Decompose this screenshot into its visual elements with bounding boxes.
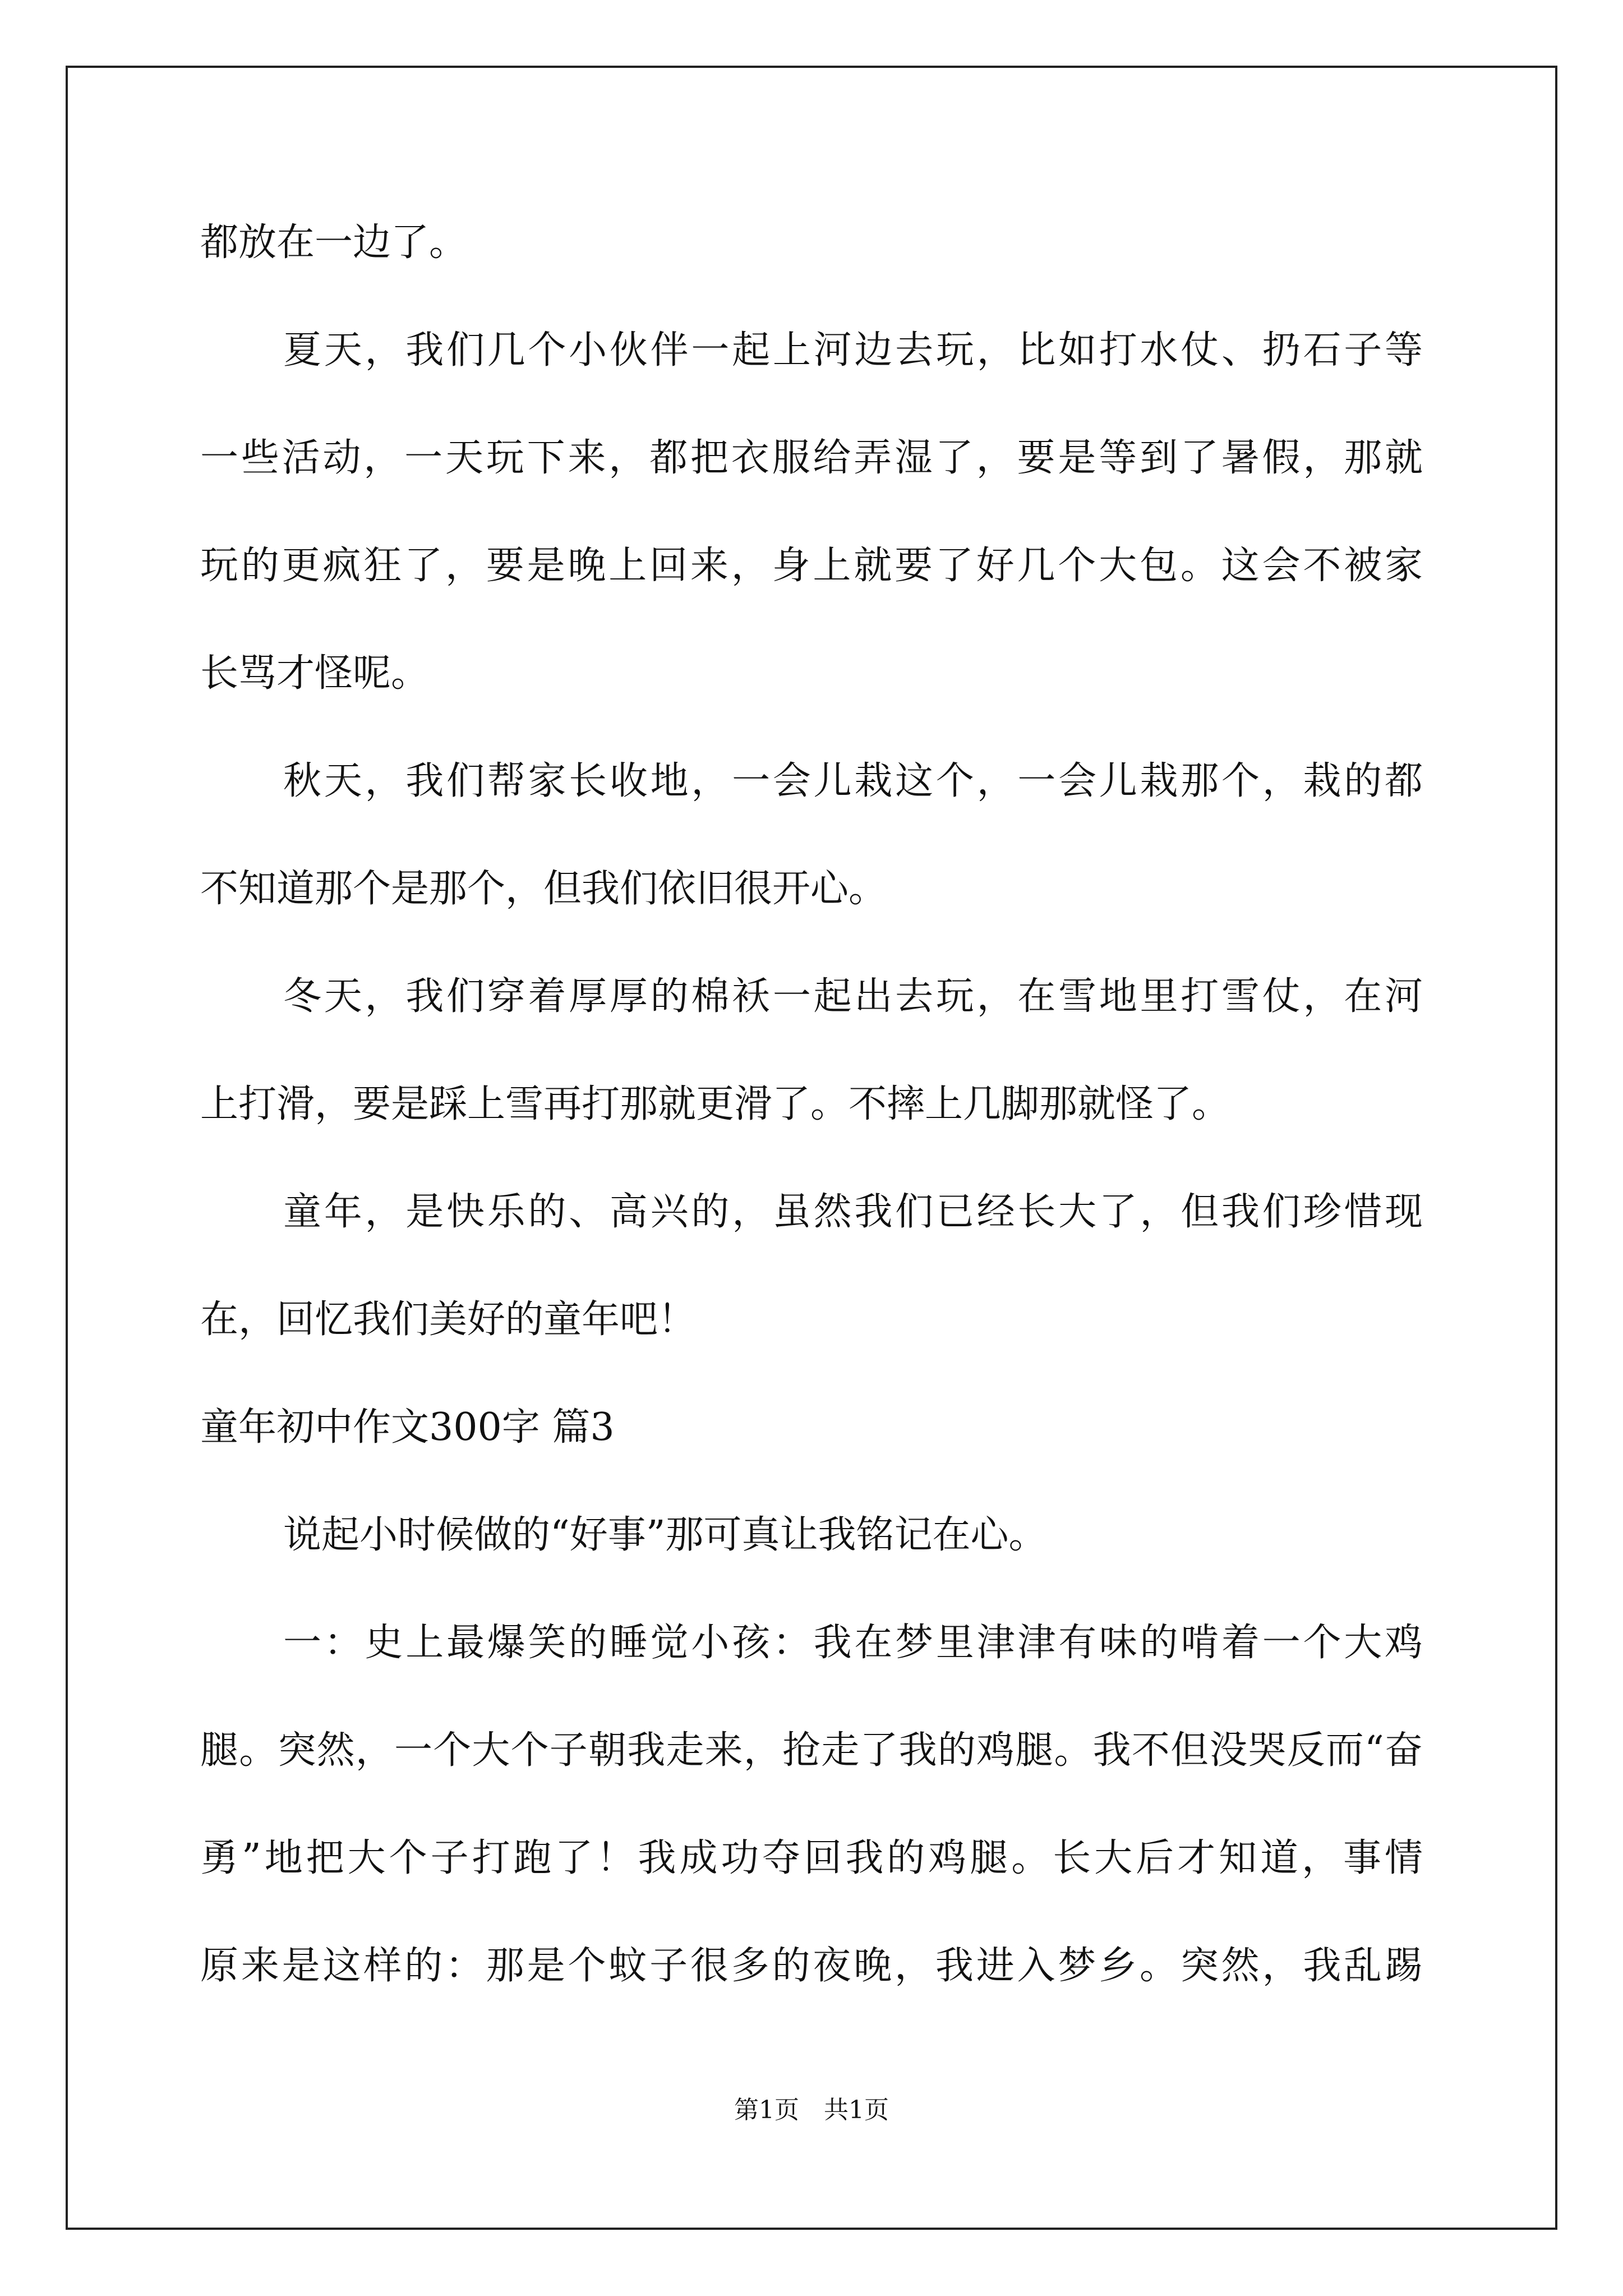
text-line: 玩的更疯狂了，要是晚上回来，身上就要了好几个大包。这会不被家 (200, 544, 1423, 588)
paragraph-line: 一：史上最爆笑的睡觉小孩：我在梦里津津有味的啃着一个大鸡 (283, 1621, 1423, 1665)
paragraph-line: 秋天，我们帮家长收地，一会儿栽这个，一会儿栽那个，栽的都 (283, 759, 1423, 803)
text-line: 原来是这样的：那是个蚊子很多的夜晚，我进入梦乡。突然，我乱踢 (200, 1944, 1423, 1988)
text-line: 勇”地把大个子打跑了！我成功夺回我的鸡腿。长大后才知道，事情 (200, 1836, 1423, 1880)
text-line: 长骂才怪呢。 (200, 651, 430, 696)
text-line: 在，回忆我们美好的童年吧！ (200, 1297, 697, 1342)
paragraph-line: 童年，是快乐的、高兴的，虽然我们已经长大了，但我们珍惜现 (283, 1190, 1423, 1234)
page-number-footer: 第1页 共1页 (734, 2096, 889, 2124)
paragraph-line: 说起小时候做的“好事”那可真让我铭记在心。 (283, 1513, 1047, 1557)
page-border (66, 66, 1557, 2230)
section-heading: 童年初中作文300字 篇3 (200, 1405, 615, 1450)
text-line: 一些活动，一天玩下来，都把衣服给弄湿了，要是等到了暑假，那就 (200, 436, 1423, 480)
text-line: 都放在一边了。 (200, 220, 468, 265)
text-line: 不知道那个是那个，但我们依旧很开心。 (200, 867, 887, 911)
paragraph-line: 夏天，我们几个小伙伴一起上河边去玩，比如打水仗、扔石子等 (283, 328, 1423, 372)
text-line: 上打滑，要是踩上雪再打那就更滑了。不摔上几脚那就怪了。 (200, 1082, 1230, 1126)
paragraph-line: 冬天，我们穿着厚厚的棉袄一起出去玩，在雪地里打雪仗，在河 (283, 974, 1423, 1019)
text-line: 腿。突然，一个大个子朝我走来，抢走了我的鸡腿。我不但没哭反而“奋 (200, 1728, 1423, 1773)
